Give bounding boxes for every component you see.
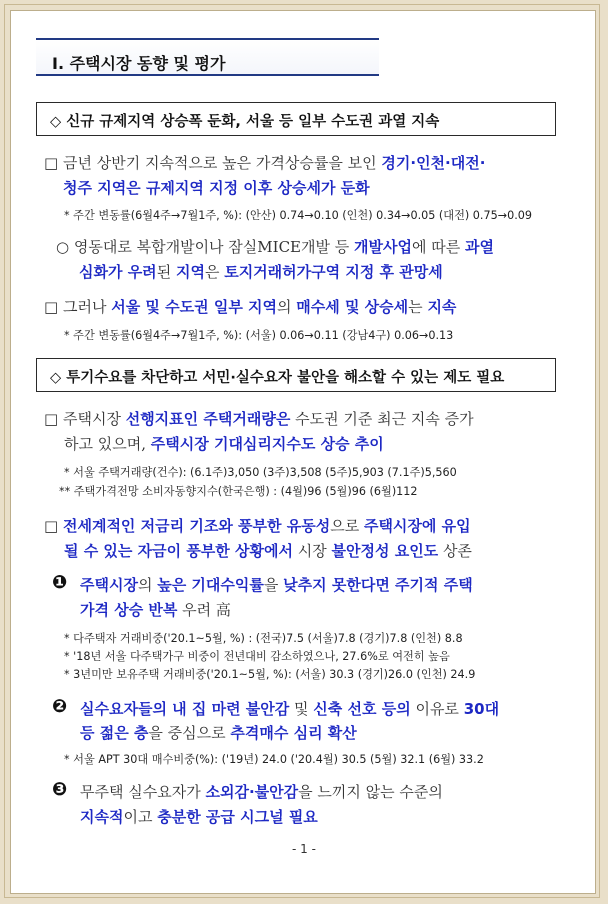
paragraph-3-line-1: □ 그러나 서울 및 수도권 일부 지역의 매수세 및 상승세는 지속 (44, 298, 457, 316)
number-1-marker: ❶ (52, 572, 68, 593)
paragraph-5-line-2: 될 수 있는 자금이 풍부한 상황에서 시장 불안정성 요인도 상존 (64, 542, 472, 560)
square-bullet: □ (44, 517, 59, 535)
paragraph-1-line-2: 청주 지역은 규제지역 지정 이후 상승세가 둔화 (63, 179, 370, 197)
heading-1: ◇ 신규 규제지역 상승폭 둔화, 서울 등 일부 수도권 과열 지속 (50, 114, 440, 130)
square-bullet: □ (44, 154, 59, 172)
note-8: * 서울 APT 30대 매수비중(%): ('19년) 24.0 ('20.4월) 30.5 (5월) 32.1 (6월) 33.2 (64, 753, 484, 766)
note-5: * 다주택자 거래비중('20.1~5월, %) : (전국)7.5 (서울)7.8 (경기)7.8 (인천) 8.8 (64, 632, 463, 645)
page-number: - 1 - (292, 842, 316, 856)
paragraph-7-line-2: 등 젊은 층을 중심으로 추격매수 심리 확산 (80, 724, 357, 742)
paragraph-6-line-1: 주택시장의 높은 기대수익률을 낮추지 못한다면 주기적 주택 (80, 576, 473, 594)
paragraph-8-line-2: 지속적이고 충분한 공급 시그널 필요 (80, 808, 318, 826)
paragraph-5-line-1: □ 전세계적인 저금리 기조와 풍부한 유동성으로 주택시장에 유입 (44, 517, 471, 535)
number-2-marker: ❷ (52, 696, 68, 717)
heading-2: ◇ 투기수요를 차단하고 서민·실수요자 불안을 해소할 수 있는 제도 필요 (50, 370, 505, 386)
paragraph-2-line-1: ○ 영동대로 복합개발이나 잠실MICE개발 등 개발사업에 따른 과열 (56, 238, 494, 256)
note-7: * 3년미만 보유주택 거래비중('20.1~5월, %): (서울) 30.3 (경기)26.0 (인천) 24.9 (64, 668, 476, 681)
note-1: * 주간 변동률(6월4주→7월1주, %): (안산) 0.74→0.10 (인천) 0.34→0.05 (대전) 0.75→0.09 (64, 209, 533, 222)
paragraph-1-line-1: □ 금년 상반기 지속적으로 높은 가격상승률을 보인 경기·인천·대전· (44, 154, 486, 172)
note-6: * '18년 서울 다주택가구 비중이 전년대비 감소하였으나, 27.6%로 여전히 높음 (64, 650, 450, 663)
number-3-marker: ❸ (52, 779, 68, 800)
note-4: ** 주택가격전망 소비자동향지수(한국은행) : (4월)96 (5월)96 (6월)112 (59, 485, 418, 498)
paragraph-7-line-1: 실수요자들의 내 집 마련 불안감 및 신축 선호 등의 이유로 30대 (80, 700, 500, 718)
paragraph-4-line-1: □ 주택시장 선행지표인 주택거래량은 수도권 기준 최근 지속 증가 (44, 410, 474, 428)
circle-bullet: ○ (56, 238, 70, 256)
square-bullet: □ (44, 298, 59, 316)
note-3: * 서울 주택거래량(건수): (6.1주)3,050 (3주)3,508 (5주)5,903 (7.1주)5,560 (64, 466, 457, 479)
section-title: Ⅰ. 주택시장 동향 및 평가 (52, 54, 226, 73)
paragraph-8-line-1: 무주택 실수요자가 소외감·불안감을 느끼지 않는 수준의 (80, 783, 443, 801)
paragraph-2-line-2: 심화가 우려된 지역은 토지거래허가구역 지정 후 관망세 (79, 263, 443, 281)
paragraph-6-line-2: 가격 상승 반복 우려 高 (80, 601, 231, 619)
note-2: * 주간 변동률(6월4주→7월1주, %): (서울) 0.06→0.11 (강남4구) 0.06→0.13 (64, 329, 454, 342)
square-bullet: □ (44, 410, 59, 428)
paragraph-4-line-2: 하고 있으며, 주택시장 기대심리지수도 상승 추이 (64, 435, 384, 453)
